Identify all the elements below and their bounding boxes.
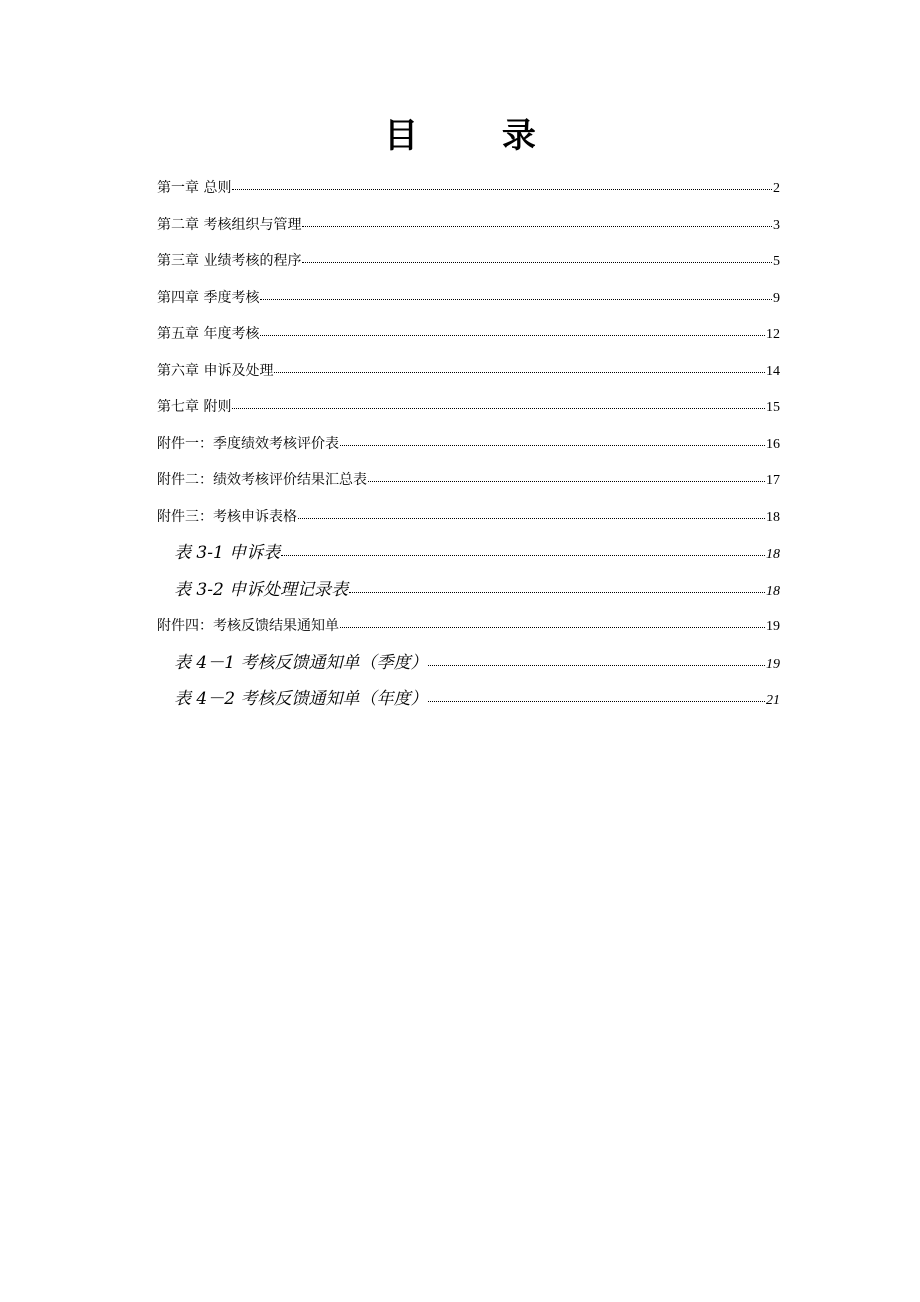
toc-entry[interactable] <box>157 685 780 722</box>
toc-entry-label: 第四章 季度考核 <box>157 289 260 306</box>
toc-entry[interactable] <box>157 393 780 430</box>
dot-leader <box>340 627 765 628</box>
toc-entry[interactable] <box>157 211 780 248</box>
toc-entry-label: 第三章 业绩考核的程序 <box>157 253 302 269</box>
toc-entry[interactable] <box>157 320 780 357</box>
toc-entry[interactable] <box>157 649 780 686</box>
toc-entry-page-number: 19 <box>766 656 780 672</box>
dot-leader <box>340 445 765 446</box>
toc-entry[interactable] <box>157 503 780 540</box>
dot-leader <box>428 665 765 666</box>
toc-entry[interactable] <box>157 284 780 321</box>
toc-entry[interactable] <box>157 174 780 211</box>
toc-list <box>157 174 780 722</box>
toc-entry-label: 表 4－2 考核反馈通知单（年度） <box>174 689 428 709</box>
toc-entry-label: 附件二：绩效考核评价结果汇总表 <box>157 472 367 488</box>
toc-entry[interactable] <box>157 466 780 503</box>
toc-entry[interactable] <box>157 612 780 649</box>
toc-entry-label: 第七章 附则 <box>157 399 232 415</box>
toc-entry-page-number: 17 <box>766 473 780 488</box>
toc-entry-page-number: 19 <box>766 619 780 634</box>
toc-entry-label: 附件四：考核反馈结果通知单 <box>157 618 339 634</box>
dot-leader <box>260 335 765 336</box>
toc-entry[interactable] <box>157 576 780 613</box>
toc-entry-page-number: 18 <box>766 547 780 562</box>
dot-leader <box>232 408 765 409</box>
dot-leader <box>298 518 765 519</box>
toc-entry-page-number: 21 <box>766 693 780 708</box>
toc-entry[interactable] <box>157 430 780 467</box>
toc-entry-page-number: 9 <box>773 290 780 306</box>
toc-entry-page-number: 3 <box>773 217 780 233</box>
toc-entry-label: 附件三：考核申诉表格 <box>157 508 297 525</box>
toc-entry-page-number: 2 <box>773 181 780 196</box>
toc-entry-label: 第六章 申诉及处理 <box>157 362 274 379</box>
toc-entry-page-number: 15 <box>766 400 780 415</box>
dot-leader <box>302 226 772 227</box>
dot-leader <box>349 592 765 593</box>
toc-entry[interactable] <box>157 357 780 394</box>
toc-entry-label: 表 4－1 考核反馈通知单（季度） <box>174 652 428 673</box>
dot-leader <box>274 372 765 373</box>
toc-entry-page-number: 14 <box>766 363 780 379</box>
dot-leader <box>428 701 765 702</box>
dot-leader <box>281 555 765 556</box>
toc-entry-page-number: 16 <box>766 436 780 452</box>
toc-entry-page-number: 5 <box>773 254 780 269</box>
toc-entry-label: 第一章 总则 <box>157 180 232 196</box>
toc-entry-label: 表 3-2 申诉处理记录表 <box>174 579 349 600</box>
toc-title: 目 录 <box>384 116 572 156</box>
dot-leader <box>302 262 772 263</box>
dot-leader <box>232 189 772 190</box>
toc-entry-page-number: 12 <box>766 327 780 342</box>
toc-entry-page-number: 18 <box>766 509 780 525</box>
dot-leader <box>260 299 772 300</box>
toc-entry-page-number: 18 <box>766 583 780 599</box>
toc-entry-label: 第五章 年度考核 <box>157 326 260 342</box>
toc-entry[interactable] <box>157 539 780 576</box>
dot-leader <box>368 481 765 482</box>
toc-entry-label: 附件一：季度绩效考核评价表 <box>157 435 339 452</box>
toc-entry-label: 第二章 考核组织与管理 <box>157 216 302 233</box>
toc-entry-label: 表 3-1 申诉表 <box>174 543 281 563</box>
toc-entry[interactable] <box>157 247 780 284</box>
